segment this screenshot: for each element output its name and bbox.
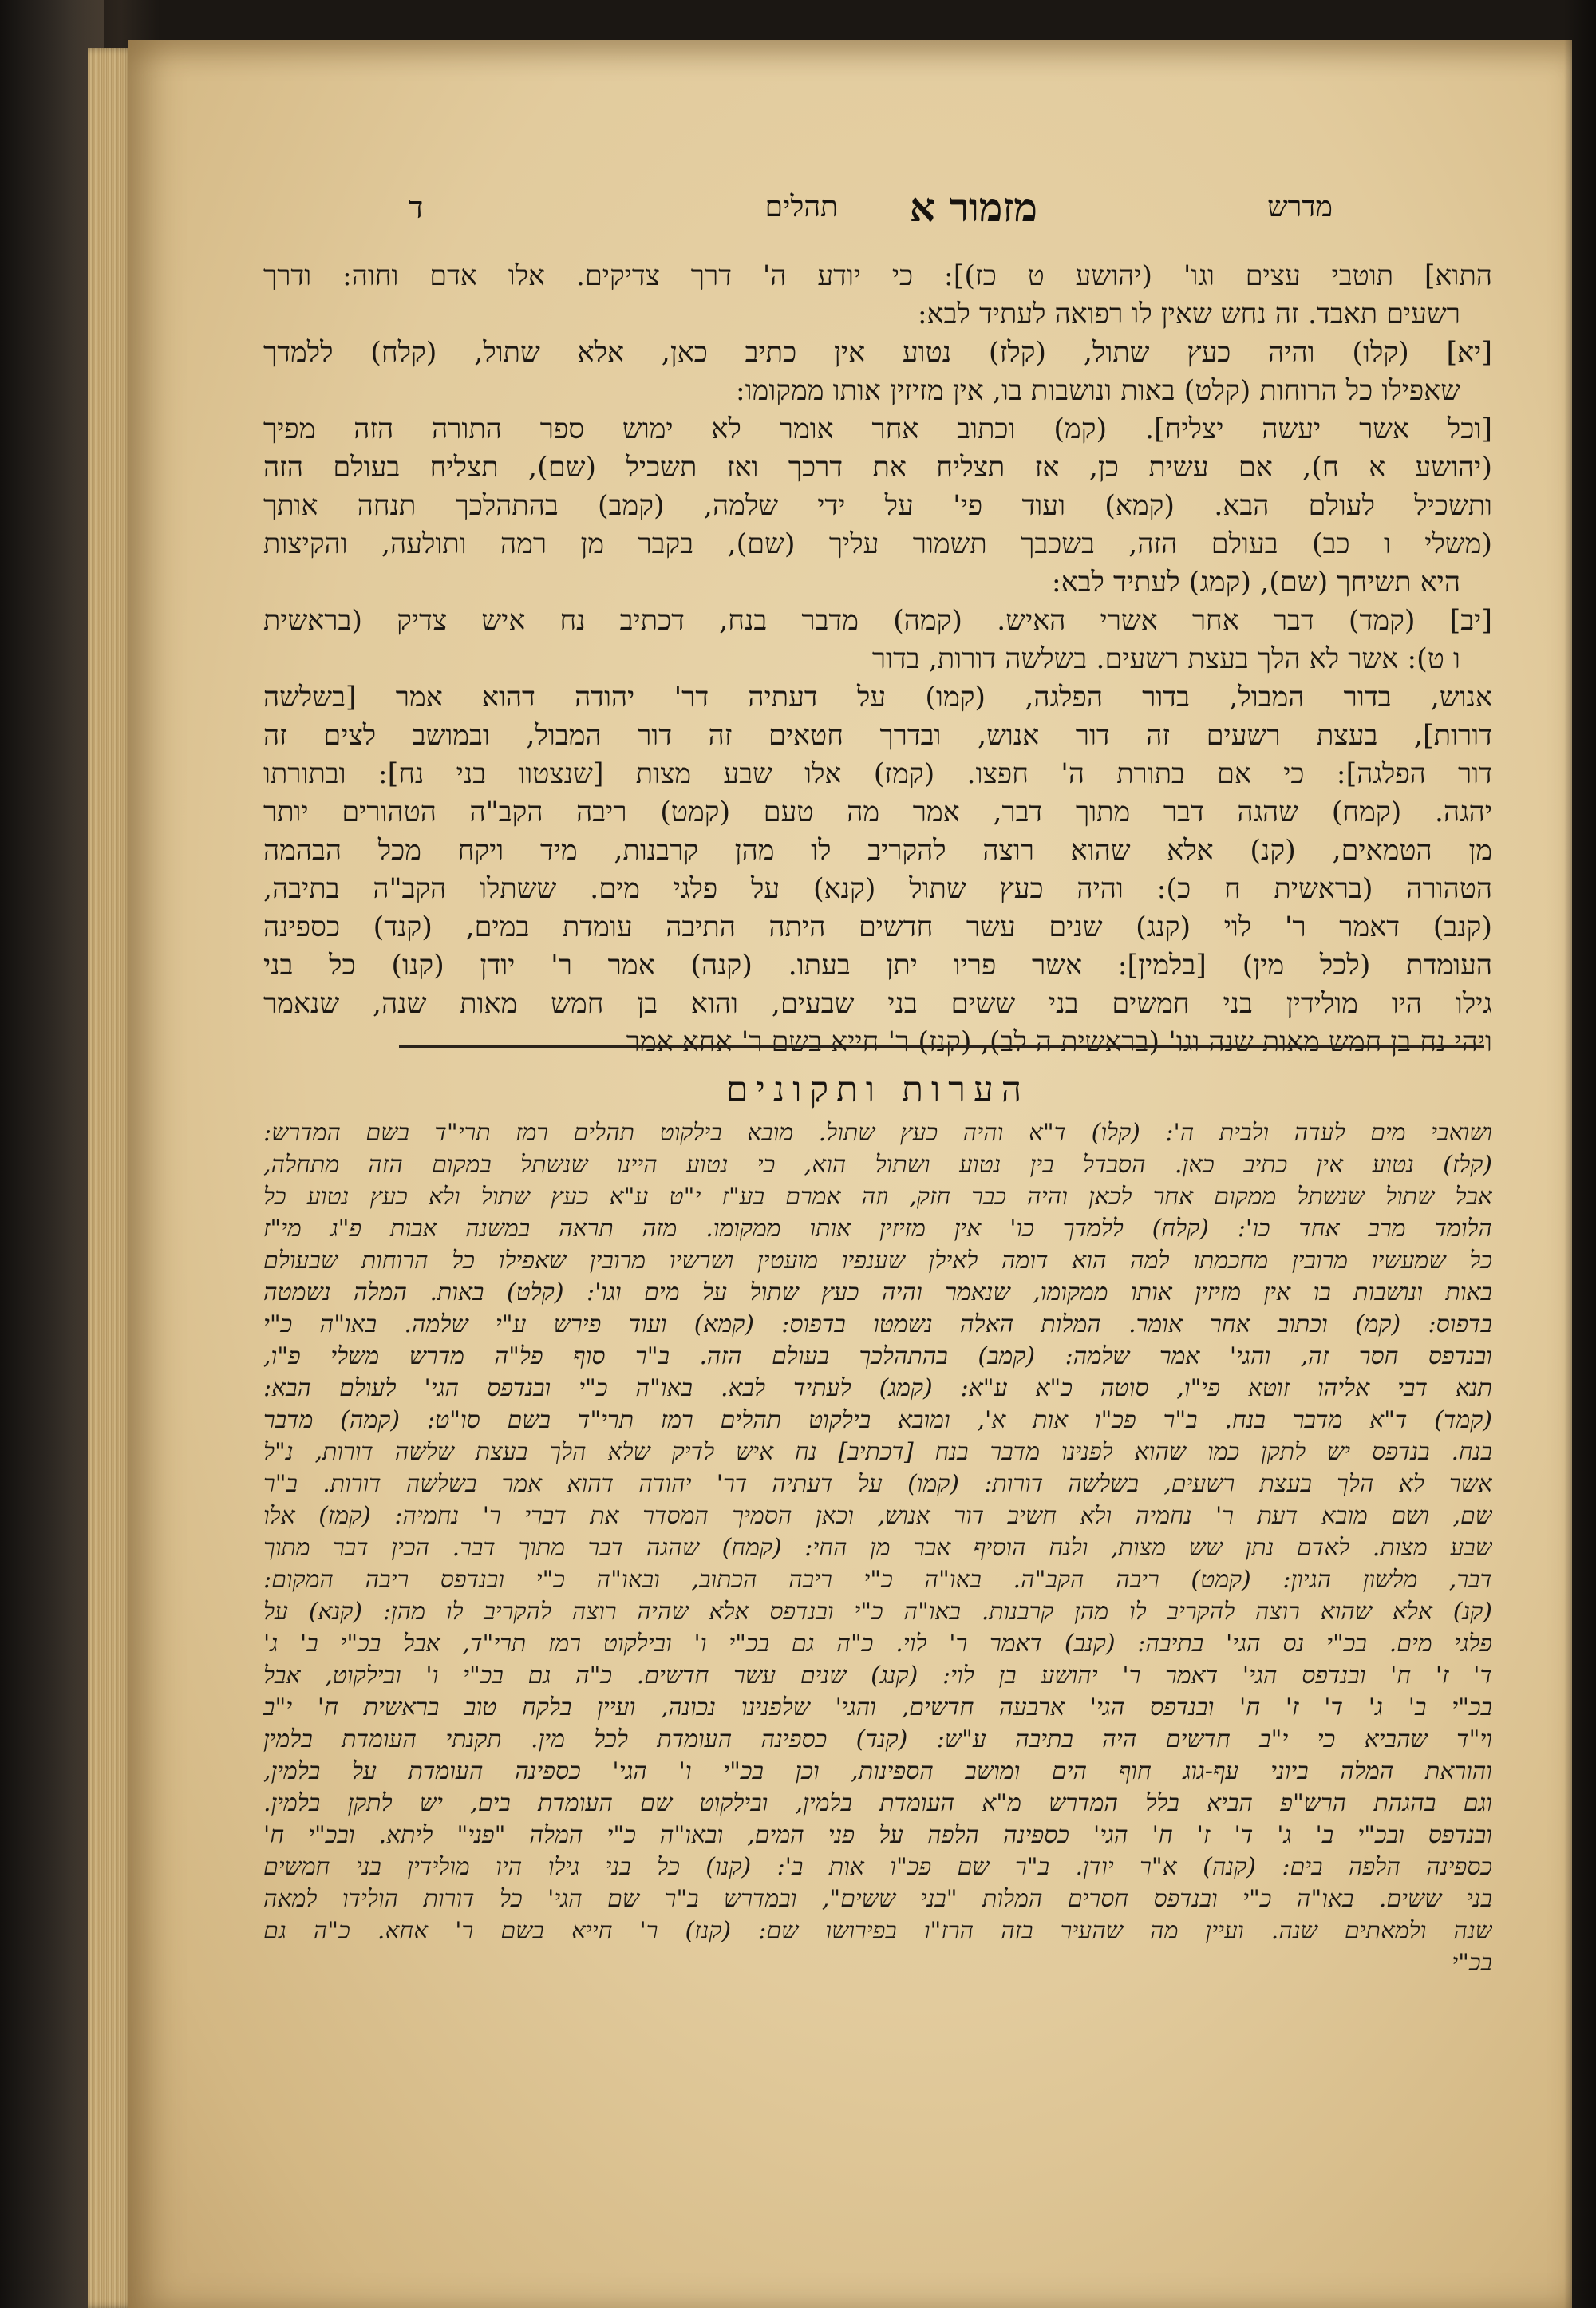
running-header (409, 184, 1333, 246)
notes-title: הערות ותקונים (725, 1069, 1030, 1110)
note-line: (קלז) נטוע אין כתיב כאן. הסבדל בין נטוע ושתול הוא, כי נטוע היינו שנשתל במקום הזה מתחלה, (263, 1151, 1492, 1179)
text-line: דורות], בעצת רשעים זה דור אנוש, ובדרך חטאים זה דור המבול, ובמושב לצים זה (263, 720, 1492, 752)
note-line: בדפוס: (קמ) וכתוב אחר אומר. המלות האלה נשמטו בדפוס: (קמא) ועוד פירש ע"י שלמה. באו"ה כ"י (263, 1310, 1492, 1338)
text-line: רשעים תאבד. זה נחש שאין לו רפואה לעתיד לבא: (917, 298, 1460, 330)
text-line: ויהי נח בן חמש מאות שנה וגו' (בראשית ה לב), (קנז) ר' חייא בשם ר' אחא אמר (626, 1026, 1492, 1058)
note-line: בנח. בנדפס יש לתקן כמו שהוא לפנינו מדבר בנח [דכתיב] נח איש לדיק שלא הלך בעצת שלשה דורות, נ"ל (263, 1438, 1492, 1466)
text-line: התוא] תוטבי עצים וגו' (יהושע ט כז)]: כי יודע ה' דרך צדיקים. אלו אדם וחוה: ודרך (263, 260, 1492, 292)
text-line: הטהורה (בראשית ח כ): והיה כעץ שתול (קנא) על פלגי מים. ששתלו הקב"ה בתיבה, (263, 873, 1492, 905)
header-tehillim: תהלים (764, 191, 838, 223)
note-line: וגם בהגהת הרש"פ הביא בלל המדרש מ"א העומדת בלמין, ובילקוט שם העומדת בים, יש לתקן בלמין. (263, 1789, 1492, 1817)
main-text-block (263, 257, 1492, 1058)
note-line: והוראת המלה ביוני עף-גוג חוף הים ומושב הספינות, וכן בכ"י ו' הגי' כספינה העומדת על בלמין, (263, 1757, 1492, 1785)
notes-block (263, 1117, 1492, 1979)
note-line: בכ"י (1452, 1949, 1492, 1977)
text-line: [יא] (קלו) והיה כעץ שתול, (קלז) נטוע אין כתיב כאן, אלא שתול, (קלח) ללמדך (263, 337, 1492, 369)
note-line: כספינה הלפה בים: (קנה) א"ר יודן. ב"ר שם פכ"ו אות ב': (קנו) כל בני גילו היו מולידין בני חמשים (263, 1853, 1492, 1881)
note-line: כל שמעשיו מרובין מחכמתו למה הוא דומה לאילן שענפיו מועטין ושרשיו מרובין שאפילו כל הרוחות שבעולם (263, 1247, 1492, 1275)
header-midrash: מדרש (1267, 191, 1333, 223)
note-line: דבר, מלשון הגיון: (קמט) ריבה הקב"ה. באו"ה כ"י ריבה הכתוב, ובאו"ה כ"י ובנדפס ריבה המקום: (263, 1566, 1492, 1594)
text-line: ו ט): אשר לא הלך בעצת רשעים. בשלשה דורות, בדור (871, 643, 1460, 675)
note-line: שם, ושם מובא דעת ר' נחמיה ולא חשיב דור אנוש, וכאן הסמיך המסדר את דברי ר' נחמיה: (קמז) אלו (263, 1502, 1492, 1530)
text-line: היא תשיחך (שם), (קמג) לעתיד לבא: (1051, 567, 1460, 599)
note-line: (קמד) ד"א מדבר בנח. ב"ר פכ"ו אות א', ומובא בילקוט תהלים רמז תרי"ד בשם סו"ט: (קמה) מדבר (263, 1406, 1492, 1434)
text-line: יהגה. (קמח) שהגה דבר מתוך דבר, אמר מה טעם (קמט) ריבה הקב"ה הטהורים יותר (263, 796, 1492, 828)
text-line: העומדת (לכל מין) [בלמין]: אשר פריו יתן בעתו. (קנה) אמר ר' יודן (קנו) כל בני (263, 950, 1492, 982)
note-line: אשר לא הלך בעצת רשעים, בשלשה דורות: (קמו) על דעתיה דר' יהודה דהוא אמר בשלשה דורות. ב"ר (263, 1470, 1492, 1498)
note-line: ובנדפס ובכ"י ב' ג' ד' ז' ח' הגי' כספינה הלפה על פני המים, ובאו"ה כ"י המלה "פני" ליתא. ובכ"י ח' (263, 1821, 1492, 1849)
text-line: דור הפלגה]: כי אם בתורת ה' חפצו. (קמז) אלו שבע מצות [שנצטוו בני נח]: ובתורתו (263, 758, 1492, 790)
text-line: [יב] (קמד) דבר אחר אשרי האיש. (קמה) מדבר בנח, דכתיב נח איש צדיק (בראשית (263, 605, 1492, 637)
text-line: (קנב) דאמר ר' לוי (קנג) שנים עשר חדשים היתה התיבה עומדת במים, (קנד) כספינה (263, 911, 1492, 943)
text-line: אנוש, בדור המבול, בדור הפלגה, (קמו) על דעתיה דר' יהודה דהוא אמר [בשלשה (263, 682, 1492, 713)
section-divider (399, 1045, 1484, 1048)
note-line: ושואבי מים לעדה ולבית ה': (קלו) ד"א והיה כעץ שתול. מובא בילקוט תהלים רמז תרי"ד בשם המדרש: (263, 1119, 1492, 1147)
note-line: שנה ולמאתים שנה. ועיין מה שהעיר בזה הרז"ו בפירושו שם: (קנז) ר' חייא בשם ר' אחא. כ"ה גם (263, 1917, 1492, 1945)
note-line: פלגי מים. בכ"י נס הגי' בתיבה: (קנב) דאמר ר' לוי. כ"ה גם בכ"י ו' ובילקוט רמז תרי"ד, אבל בכ"י ב' ג' (263, 1630, 1492, 1658)
note-line: באות ונושבות בו אין מזיזין אותו ממקומו, שנאמר והיה כעץ שתול על מים וגו': (קלט) באות. המלה נשמטה (263, 1278, 1492, 1306)
note-line: בכ"י ב' ג' ד' ז' ח' ובנדפס הגי' ארבעה חדשים, והגי' שלפנינו נכונה, ועיין בלקח טוב בראשית ח' י"ב (263, 1693, 1492, 1721)
note-line: ד' ז' ח' ובנדפס הגי' דאמר ר' יהושע בן לוי: (קנג) שנים עשר חדשים. כ"ה גם בכ"י ו' ובילקוט, אבל (263, 1662, 1492, 1690)
note-line: וי"ד שהביא כי י"ב חדשים היה בתיבה ע"ש: (קנד) כספינה העומדת לכל מין. תקנתי העומדת בלמין (263, 1725, 1492, 1753)
text-line: גילו היו מולידין בני חמשים בני ששים בני שבעים, והוא בן חמש מאות שנה, שנאמר (263, 988, 1492, 1020)
note-line: תנא דבי אליהו זוטא פי"ו, סוטה כ"א ע"א: (קמג) לעתיד לבא. באו"ה כ"י ובנדפס הגי' לעולם הבא: (263, 1374, 1492, 1402)
right-edge-shadow (1564, 0, 1596, 2308)
text-line: (יהושע א ח), אם עשית כן, אז תצליח את דרכך ואז תשכיל (שם), תצליח בעולם הזה (263, 452, 1492, 484)
note-line: הלומד מרב אחד כו': (קלח) ללמדך כו' אין מזיזין אותו ממקומו. מזה תראה במשנה אבות פ"ג מי"ז (263, 1215, 1492, 1243)
text-line: (משלי ו כב) בעולם הזה, בשכבך תשמור עליך (שם), בקבר מן רמה ותולעה, והקיצות (263, 528, 1492, 560)
note-line: ובנדפס חסר זה, והגי' אמר שלמה: (קמב) בהתהלכך בעולם הזה. ב"ר סוף פל"ה מדרש משלי פ"ו, (263, 1342, 1492, 1370)
page-number: ד (409, 190, 424, 225)
text-line: ותשכיל לעולם הבא. (קמא) ועוד פי' על ידי שלמה, (קמב) בהתהלכך תנחה אותך (263, 490, 1492, 522)
header-title: מזמור א (909, 184, 1037, 231)
text-line: [וכל אשר יעשה יצליח]. (קמ) וכתוב אחר אומר לא ימוש ספר התורה הזה מפיך (263, 413, 1492, 445)
text-line: שאפילו כל הרוחות (קלט) באות ונושבות בו, אין מזיזין אותו ממקומו: (735, 375, 1460, 407)
text-line: מן הטמאים, (קנ) אלא שהוא רוצה להקריב לו מהן קרבנות, מיד ויקח מכל הבהמה (263, 835, 1492, 867)
note-line: אבל שתול שנשתל ממקום אחר לכאן והיה כבר חזק, וזה אמרם בע"ז י"ט ע"א כעץ שתול ולא כעץ נטוע כל (263, 1183, 1492, 1211)
note-line: (קנ) אלא שהוא רוצה להקריב לו מהן קרבנות. באו"ה כ"י ובנדפס אלא שהיה רוצה להקריב לו מהן: (קנא) על (263, 1598, 1492, 1626)
note-line: בני ששים. באו"ה כ"י ובנדפס חסרים המלות "בני ששים", ובמדרש ב"ר שם הגי' כל דורות הולידו למאה (263, 1885, 1492, 1913)
note-line: שבע מצות. לאדם נתן שש מצות, ולנח הוסיף אבר מן החי: (קמח) שהגה דבר מתוך דבר. הכין דבר מתוך (263, 1534, 1492, 1562)
